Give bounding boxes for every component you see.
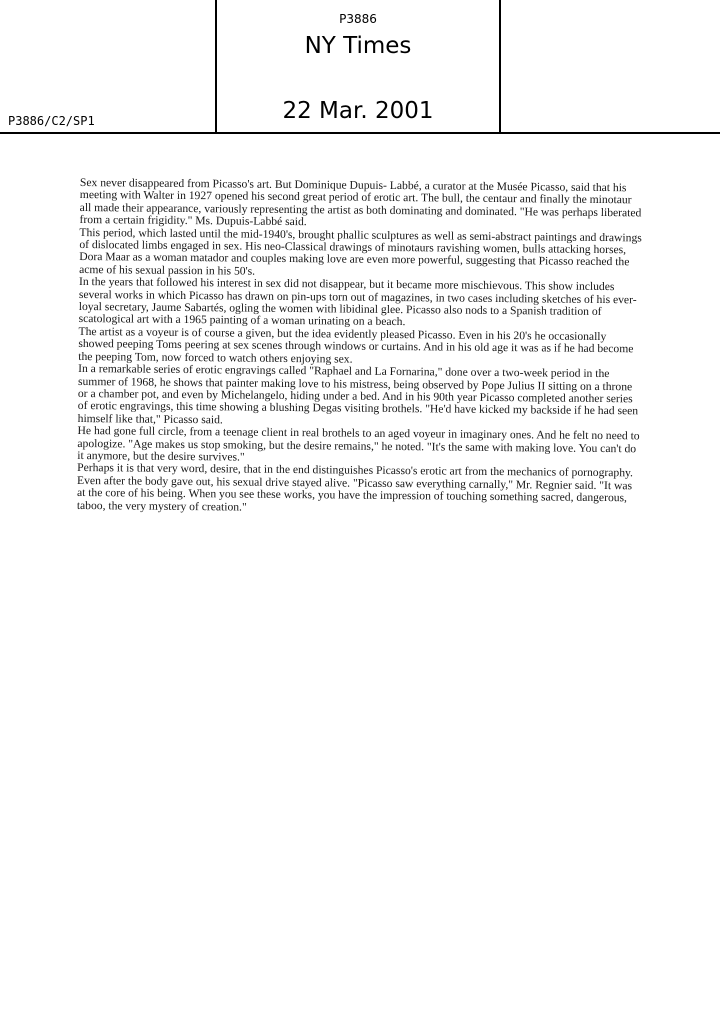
article-paragraph: In a remarkable series of erotic engravings called "Raphael and La Fornarina," done over a two-week period in the summer of 1968, he shows that painter making love to his mistress, being observed by Pope Julius II sitting on a throne or a chamber pot, and even by Michelangelo, hiding under a bed. And in his 90th year Picasso completed another series of erotic engravings, this time showing a blushing Degas visiting brothels. "He'd have kicked my backside if he had seen himself like that," Picasso said. xyxy=(77,362,639,427)
header-divider-right xyxy=(499,0,501,133)
article-paragraph: The artist as a voyeur is of course a given, but the idea evidently pleased Picasso. Even in his 20's he occasionally showed peeping Toms peering at sex scenes through windows or curtains. And in his old age it was as if he had become the peeping Tom, now forced to watch others enjoying sex. xyxy=(78,324,634,366)
article-paragraph: Perhaps it is that very word, desire, that in the end distinguishes Picasso's erotic art from the mechanics of pornography. Even after the body gave out, his sexual drive stayed alive. "Picasso saw everything carnally," Mr. Regnier said. "It was at the core of his being. When you see these works, you have the impression of touching something sacred, dangerous, taboo, the very mystery of creation." xyxy=(76,461,634,514)
document-code: P3886/C2/SP1 xyxy=(8,114,95,128)
publication-date: 22 Mar. 2001 xyxy=(282,98,434,124)
publication-name: NY Times xyxy=(304,33,412,59)
article-paragraph: This period, which lasted until the mid-1940's, brought phallic sculptures as well as semi-abstract paintings and drawings of dislocated limbs engaged in sex. His neo-Classical drawings of minotaurs ravishing women, bulls attacking horses, Dora Maar as a woman matador and couples making love are even more powerful, suggesting that Picasso reached the acme of his sexual passion in his 50's. xyxy=(79,225,642,278)
article-paragraph: Sex never disappeared from Picasso's art. But Dominique Dupuis- Labbé, a curator at the Musée Picasso, said that his meeting with Walter in 1927 opened his second great period of erotic art. The bull, the centaur and finally the minotaur all made their appearance, variously representing the artist as both dominating and dominated. "He was perhaps liberated from a certain frigidity." Ms. Dupuis-Labbé said. xyxy=(79,176,642,229)
article-paragraph: He had gone full circle, from a teenage client in real brothels to an aged voyeur in imaginary ones. And he felt no need to apologize. "Age makes us stop smoking, but the desire remains," he noted. "It's the same with making love. You can't do it anymore, but the desire survives." xyxy=(77,424,640,464)
article-body xyxy=(77,177,646,517)
header-rule xyxy=(0,132,720,134)
archive-id: P3886 xyxy=(339,12,377,26)
article-paragraph: In the years that followed his interest in sex did not disappear, but it became more mischievous. This show includes several works in which Picasso has drawn on pin-ups torn out of magazines, in two cases including sketches of his ever-loyal secretary, Jaume Sabartés, ogling the women with libidinal glee. Picasso also nods to a Spanish tradition of scatological art with a 1965 painting of a woman urinating on a beach. xyxy=(78,275,637,329)
